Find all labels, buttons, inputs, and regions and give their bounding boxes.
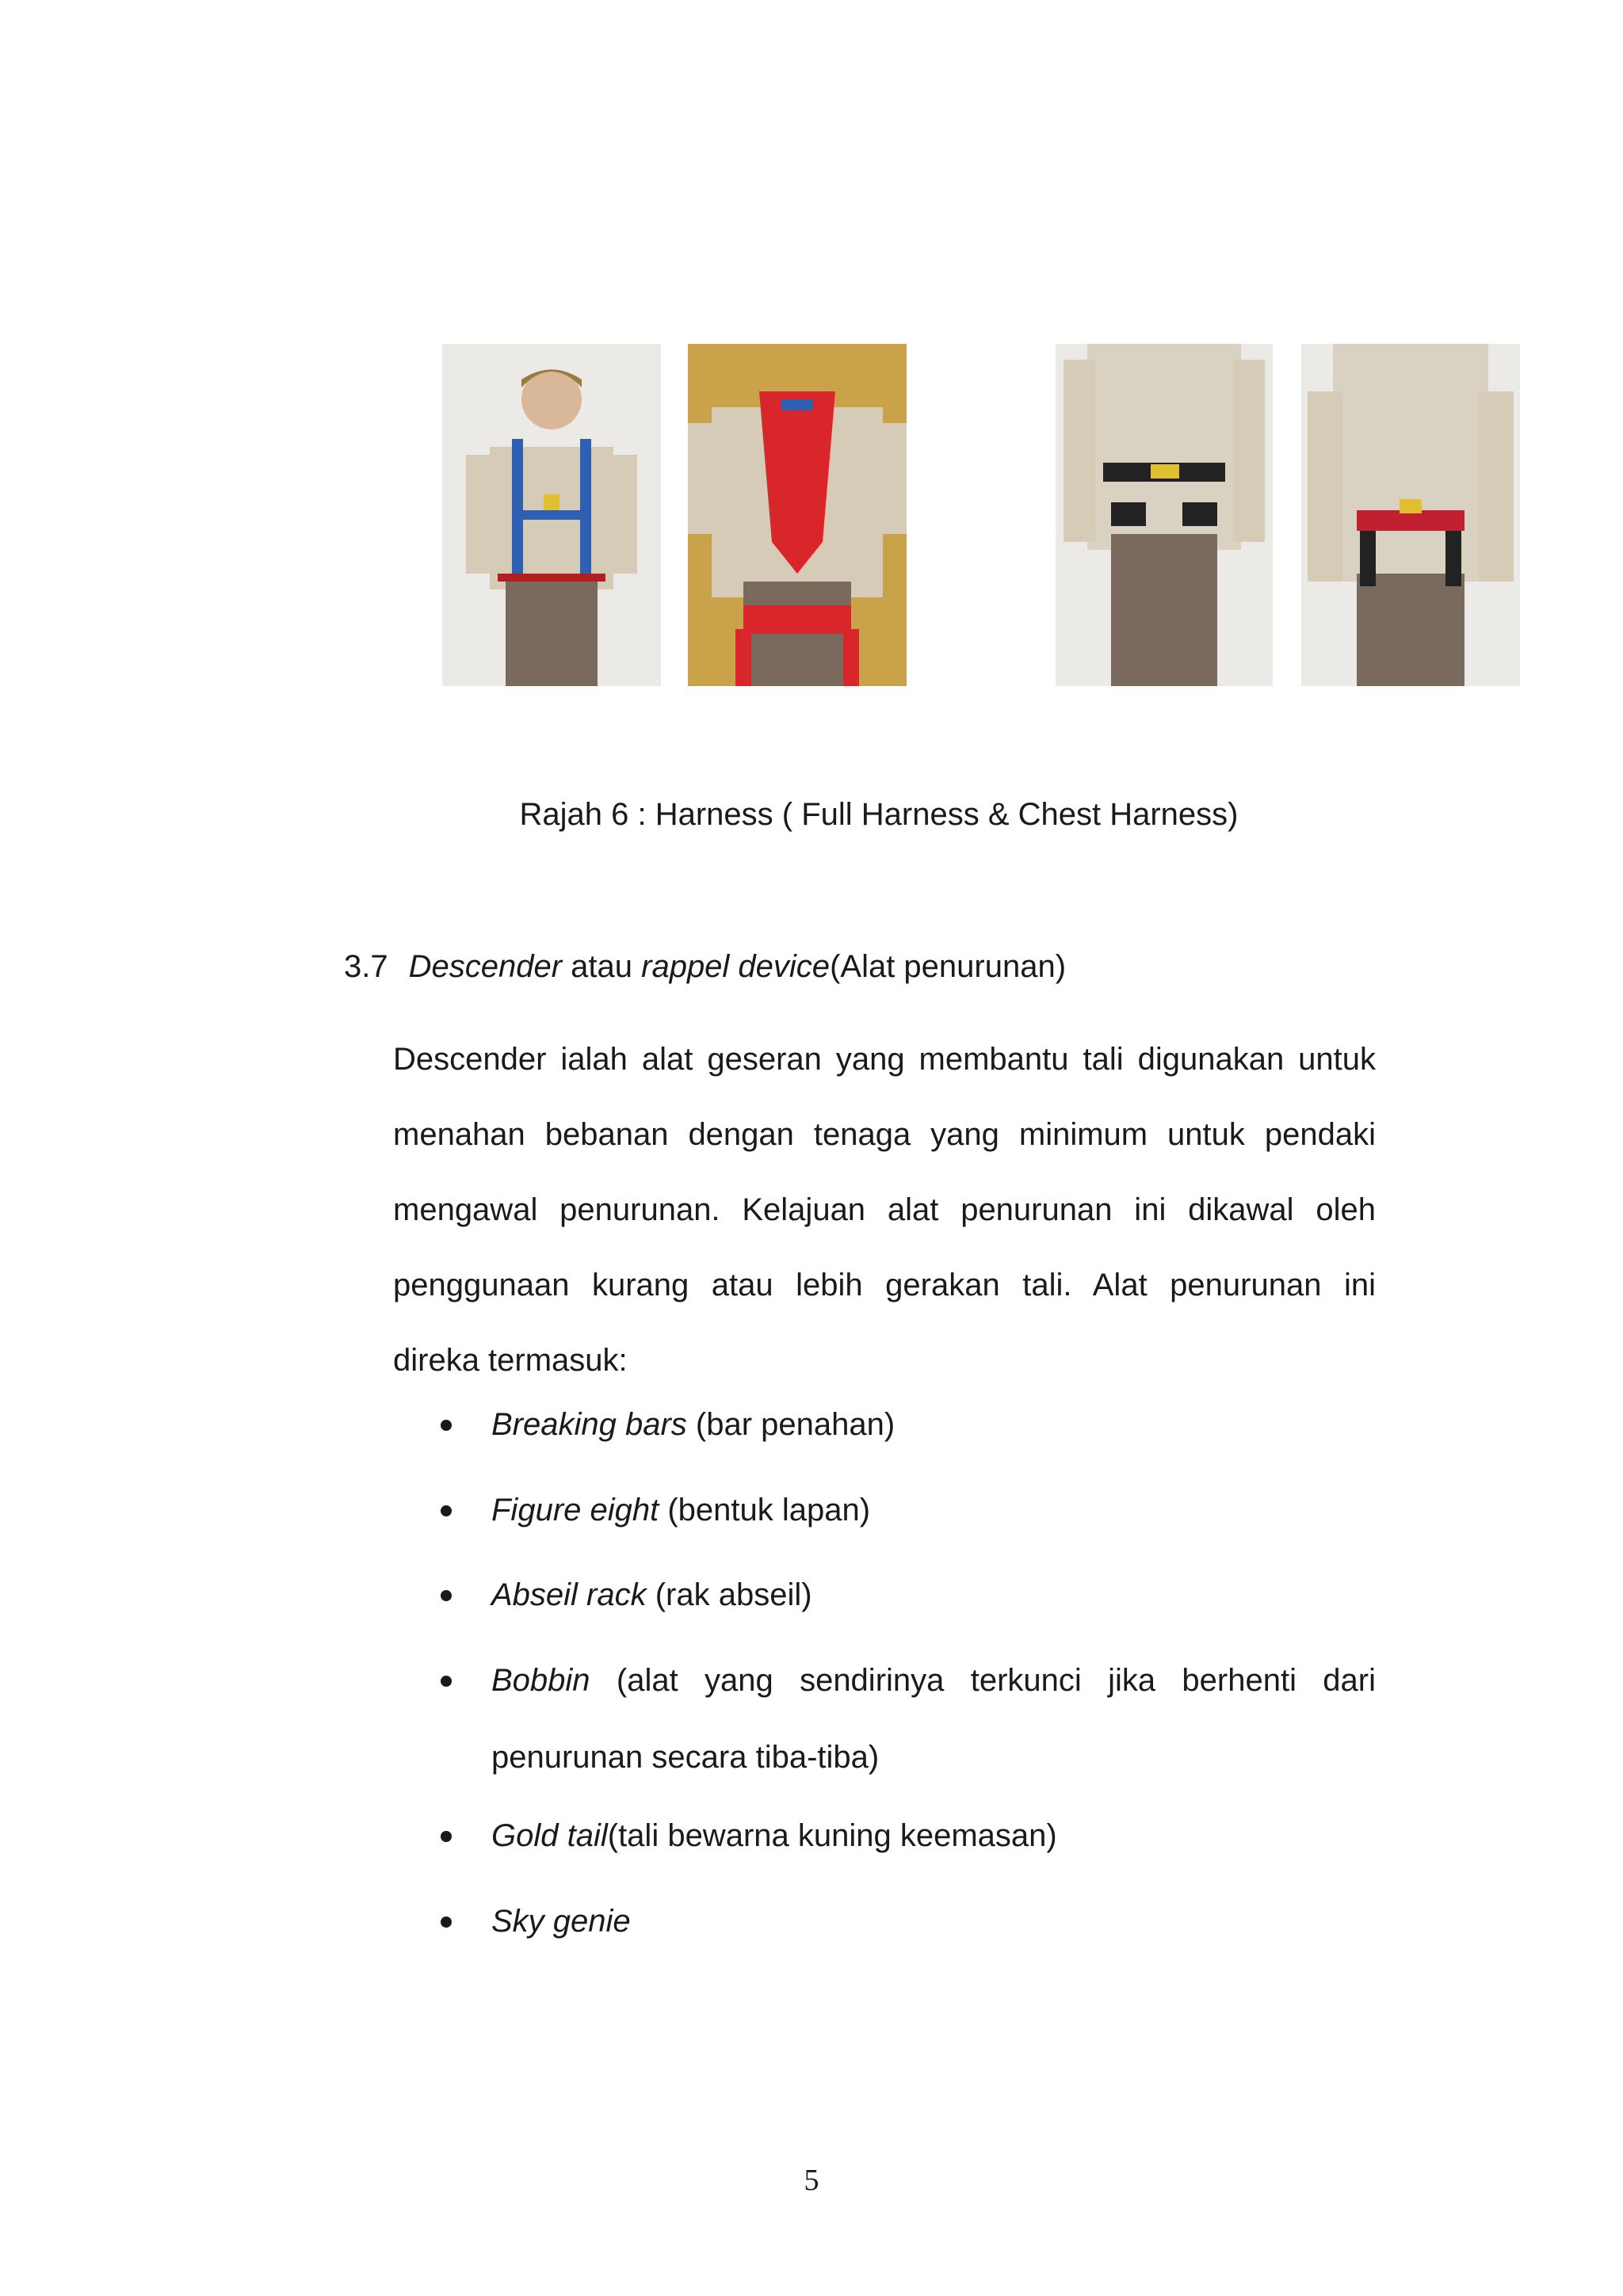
- chest-harness-back-photo: [1301, 344, 1520, 686]
- bullet-italic: Bobbin: [491, 1663, 590, 1698]
- heading-mid: atau: [562, 949, 642, 984]
- paragraph-line: direka termasuk:: [393, 1343, 628, 1378]
- bullet-text: (rak abseil): [646, 1577, 812, 1612]
- section-heading: [344, 949, 1066, 985]
- bullet-dot: [441, 1831, 452, 1842]
- full-harness-front-photo: [442, 344, 661, 686]
- paragraph-line: penggunaan kurang atau lebih gerakan tali. Alat penurunan ini: [393, 1268, 1376, 1302]
- section-paragraph: [393, 1022, 1376, 1398]
- chest-harness-front-photo: [1056, 344, 1273, 686]
- bullet-italic: Figure eight: [491, 1493, 659, 1527]
- bullet-text: (alat yang sendirinya terkunci jika berhenti dari: [590, 1663, 1376, 1698]
- bullet-italic: Gold tail: [491, 1818, 608, 1853]
- paragraph-line: Descender ialah alat geseran yang membantu tali digunakan untuk: [393, 1042, 1376, 1077]
- figure-caption: Rajah 6 : Harness ( Full Harness & Chest Harness): [519, 797, 1239, 832]
- heading-end: (Alat penurunan): [830, 949, 1067, 984]
- bullet-dot: [441, 1505, 452, 1516]
- bullet-text-continued: penurunan secara tiba-tiba): [491, 1740, 880, 1775]
- bullet-text: (tali bewarna kuning keemasan): [607, 1818, 1057, 1853]
- heading-italic-descender: Descender: [408, 949, 563, 984]
- paragraph-line: mengawal penurunan. Kelajuan alat penurunan ini dikawal oleh: [393, 1192, 1376, 1227]
- paragraph-line: menahan bebanan dengan tenaga yang minimum untuk pendaki: [393, 1117, 1376, 1152]
- bullet-dot: [441, 1420, 452, 1431]
- section-number: 3.7: [344, 949, 388, 984]
- page-number: 5: [804, 2164, 819, 2197]
- bullet-dot: [441, 1590, 452, 1601]
- bullet-dot: [441, 1676, 452, 1687]
- bullet-dot: [441, 1917, 452, 1928]
- bullet-italic: Abseil rack: [491, 1577, 647, 1612]
- bullet-text: (bentuk lapan): [659, 1493, 871, 1527]
- bullet-italic: Breaking bars: [491, 1407, 687, 1442]
- full-harness-back-photo: [688, 344, 907, 686]
- heading-italic-rappel: rappel device: [641, 949, 831, 984]
- bullet-text: (bar penahan): [686, 1407, 896, 1442]
- bullet-italic: Sky genie: [491, 1904, 631, 1939]
